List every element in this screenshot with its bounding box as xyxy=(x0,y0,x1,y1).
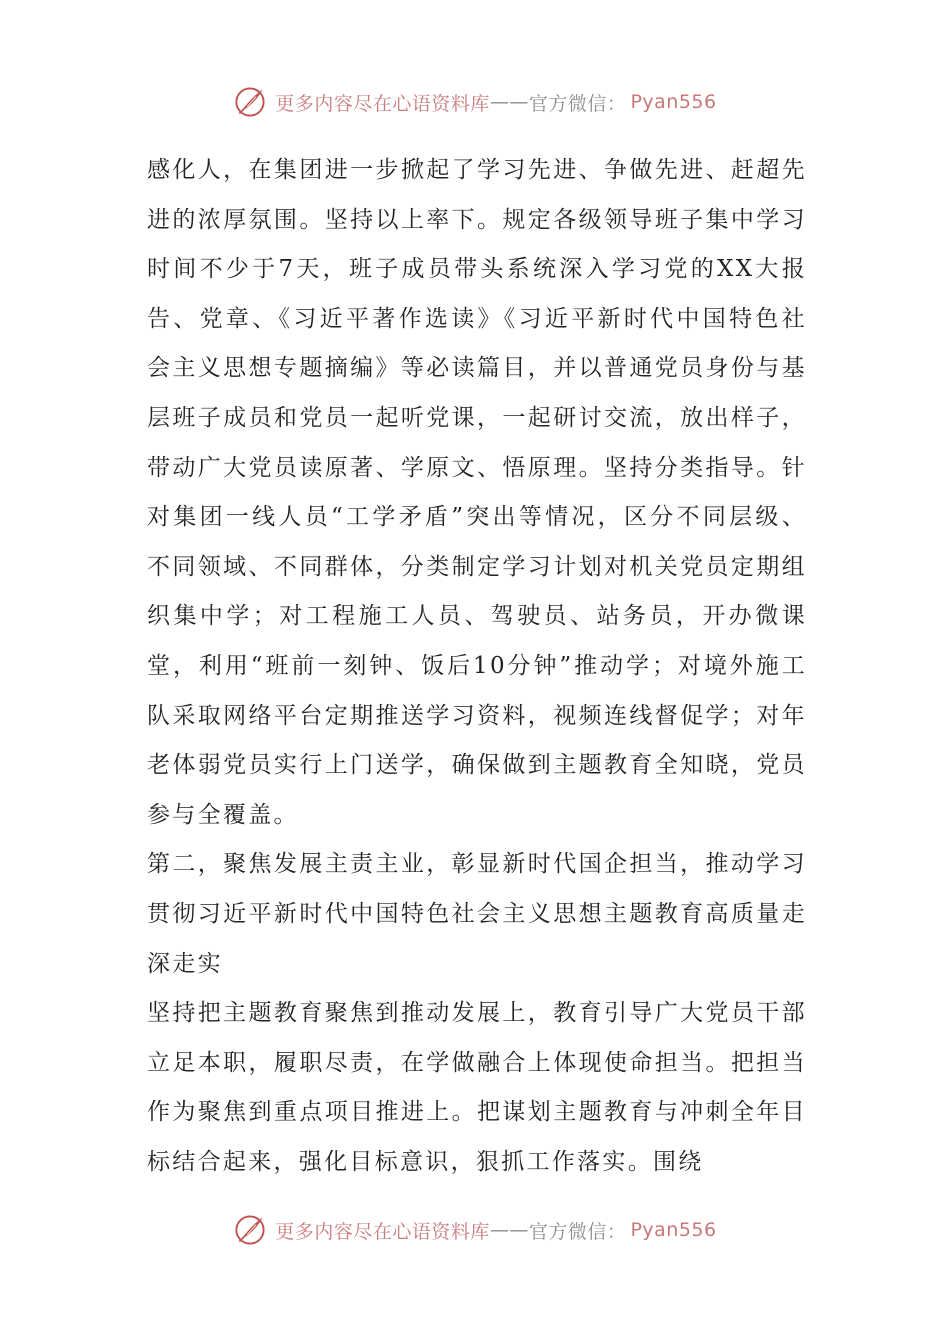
watermark-header xyxy=(0,80,950,124)
watermark-separator: —— xyxy=(489,1219,529,1241)
watermark-account: Pyan556 xyxy=(630,91,717,113)
section-heading: 第二，聚焦发展主责主业，彰显新时代国企担当，推动学习贯彻习近平新时代中国特色社会主义思想主题教育高质量走深走实 xyxy=(147,851,807,977)
body-paragraph: 感化人，在集团进一步掀起了学习先进、争做先进、赶超先进的浓厚氛围。坚持以上率下。规定各级领导班子集中学习时间不少于7天，班子成员带头系统深入学习党的XX大报告、党章、《习近平著作选读》《习近平新时代中国特色社会主义思想专题摘编》等必读篇目，并以普通党员身份与基层班子成员和党员一起听党课，一起研讨交流，放出样子，带动广大党员读原著、学原文、悟原理。坚持分类指导。针对集团一线人员“工学矛盾”突出等情况，区分不同层级、不同领域、不同群体，分类制定学习计划对机关党员定期组织集中学；对工程施工人员、驾驶员、站务员，开办微课堂，利用“班前一刻钟、饭后10分钟”推动学；对境外施工队采取网络平台定期推送学习资料，视频连线督促学；对年老体弱党员实行上门送学，确保做到主题教育全知晓，党员参与全覆盖。 xyxy=(147,157,807,828)
document-body xyxy=(147,146,807,1187)
watermark-label: 官方微信： xyxy=(528,1220,627,1243)
watermark-brand: 更多内容尽在心语资料库 xyxy=(275,1220,490,1243)
body-paragraph: 坚持把主题教育聚焦到推动发展上，教育引导广大党员干部立足本职，履职尽责，在学做融合上体现使命担当。把担当作为聚焦到重点项目推进上。把谋划主题教育与冲刺全年目标结合起来，强化目标意识，狠抓工作落实。围绕 xyxy=(147,1000,807,1175)
watermark-account: Pyan556 xyxy=(630,1219,717,1241)
watermark-footer xyxy=(0,1208,950,1252)
watermark-brand: 更多内容尽在心语资料库 xyxy=(275,92,490,115)
feather-pen-in-circle-icon xyxy=(233,1213,267,1247)
watermark-separator: —— xyxy=(489,91,529,113)
feather-pen-in-circle-icon xyxy=(233,85,267,119)
watermark-label: 官方微信： xyxy=(528,92,627,115)
